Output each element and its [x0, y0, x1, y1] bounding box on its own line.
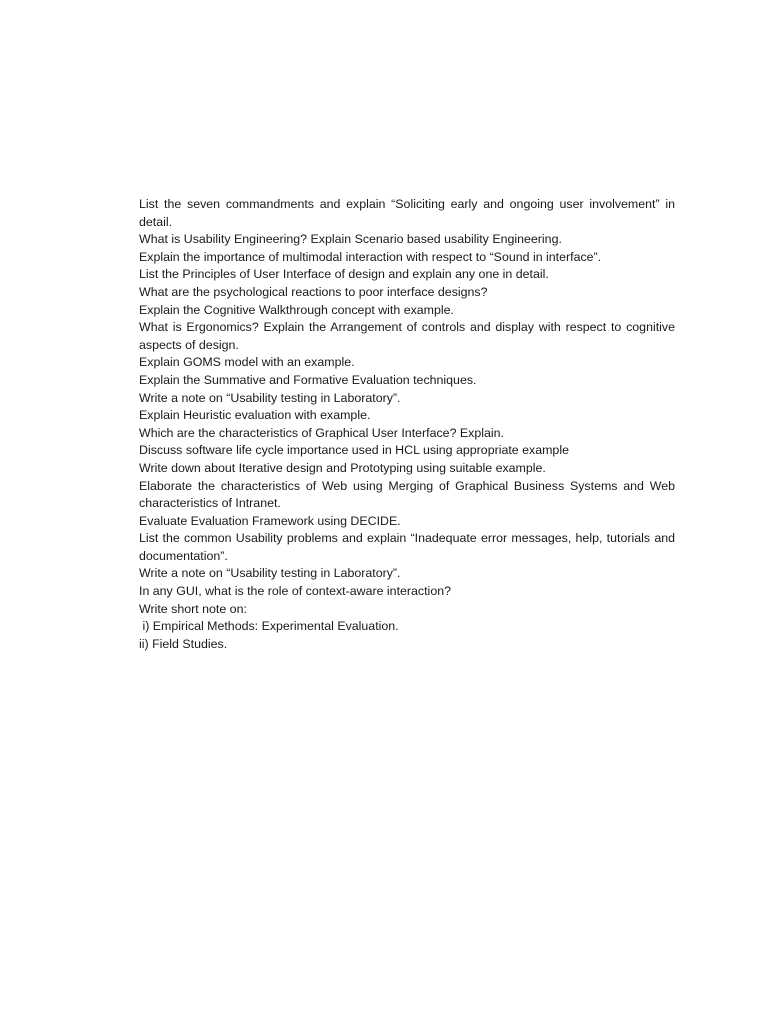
question-item: Write short note on: — [139, 601, 247, 616]
question-subitem: i) Empirical Methods: Experimental Evaluation. — [139, 619, 399, 634]
question-item: Elaborate the characteristics of Web using Merging of Graphical Business Systems and Web characteristics of Intranet. — [139, 478, 675, 511]
question-item: Write down about Iterative design and Prototyping using suitable example. — [139, 460, 546, 475]
question-item: Explain the Summative and Formative Evaluation techniques. — [139, 372, 477, 387]
question-item: In any GUI, what is the role of context-aware interaction? — [139, 584, 451, 599]
question-item: Evaluate Evaluation Framework using DECIDE. — [139, 513, 401, 528]
question-item: List the seven commandments and explain “Soliciting early and ongoing user involvement” in detail. — [139, 197, 675, 229]
question-subitem: ii) Field Studies. — [139, 636, 228, 651]
question-item: Write a note on “Usability testing in Laboratory”. — [139, 390, 401, 405]
question-item: Discuss software life cycle importance used in HCL using appropriate example — [139, 443, 569, 458]
question-item: Explain the Cognitive Walkthrough concept with example. — [139, 302, 454, 317]
question-list — [139, 196, 675, 653]
question-item: Write a note on “Usability testing in Laboratory”. — [139, 566, 401, 581]
question-item: List the common Usability problems and explain “Inadequate error messages, help, tutorials and documentation”. — [139, 531, 675, 563]
question-item: Explain GOMS model with an example. — [139, 355, 355, 370]
question-item: What is Usability Engineering? Explain Scenario based usability Engineering. — [139, 232, 562, 247]
question-item: What are the psychological reactions to poor interface designs? — [139, 284, 488, 299]
question-item: Explain the importance of multimodal interaction with respect to “Sound in interface”. — [139, 249, 602, 264]
question-item: List the Principles of User Interface of design and explain any one in detail. — [139, 267, 549, 282]
question-item: What is Ergonomics? Explain the Arrangement of controls and display with respect to cognitive aspects of design. — [139, 320, 675, 352]
question-item: Explain Heuristic evaluation with example. — [139, 408, 371, 423]
question-item: Which are the characteristics of Graphical User Interface? Explain. — [139, 425, 504, 440]
